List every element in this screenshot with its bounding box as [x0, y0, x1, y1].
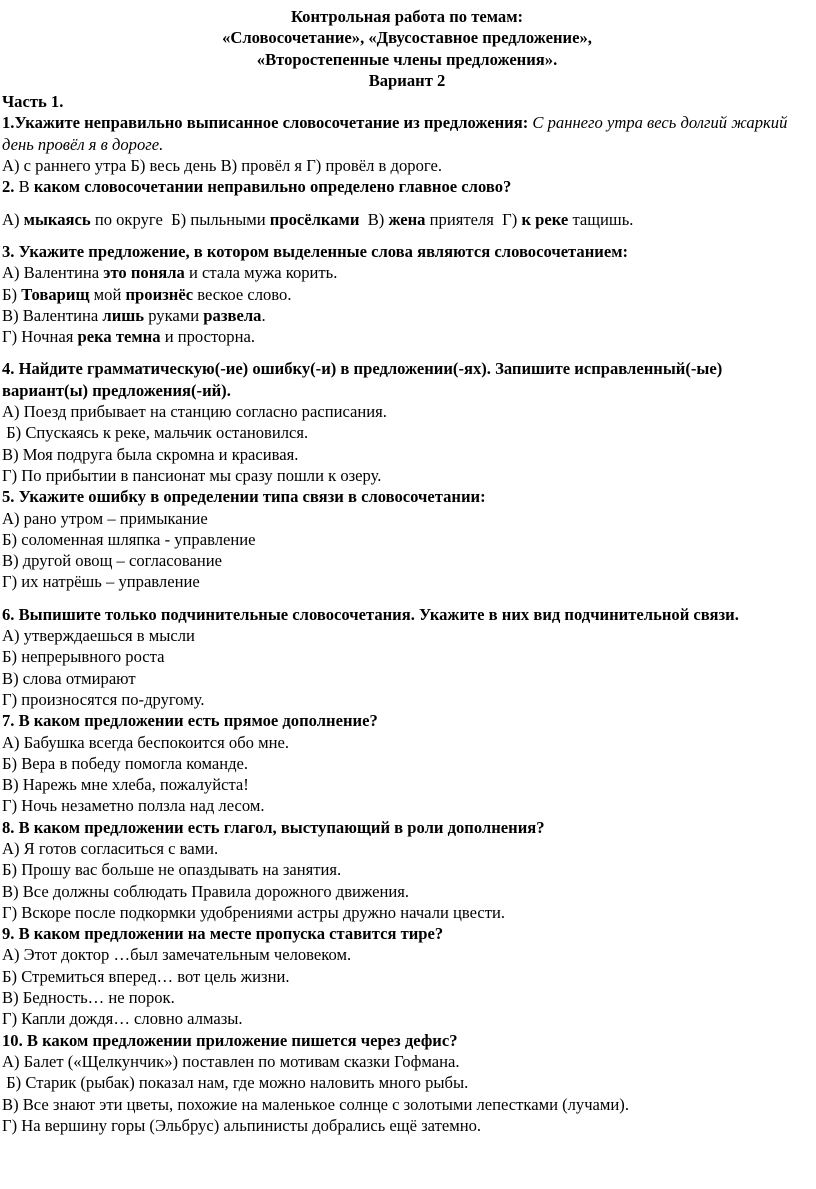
- question-10-option: Г) На вершину горы (Эльбрус) альпинисты добрались ещё затемно.: [2, 1115, 482, 1135]
- title-line-1: Контрольная работа по темам:: [290, 7, 524, 26]
- question-6: 6. Выпишите только подчинительные словосочетания. Укажите в них вид подчинительной связи.: [2, 604, 739, 624]
- question-1-sentence: С раннего утра весь долгий жаркий день провёл я в дороге.: [2, 113, 788, 154]
- part-heading: Часть 1.: [2, 92, 64, 112]
- question-4-option: Б) Спускаясь к реке, мальчик остановился.: [2, 423, 309, 443]
- question-4: 4. Найдите грамматическую(-ие) ошибку(-и) в предложении(-ях). Запишите исправленный(-ые) вариант(ы) предложения(-ий).: [2, 359, 723, 400]
- question-4-option: А) Поезд прибывает на станцию согласно расписания.: [2, 402, 387, 422]
- question-8-option: Б) Прошу вас больше не опаздывать на занятия.: [2, 860, 342, 880]
- question-1-options: А) с раннего утра Б) весь день В) провёл я Г) провёл в дороге.: [2, 156, 442, 176]
- question-1-text: 1.Укажите неправильно выписанное словосочетание из предложения:: [2, 113, 529, 133]
- question-6-option: В) слова отмирают: [2, 668, 136, 688]
- question-5-option: Б) соломенная шляпка - управление: [2, 529, 256, 549]
- question-7-option: Б) Вера в победу помогла команде.: [2, 753, 249, 773]
- question-8-option: В) Все должны соблюдать Правила дорожного движения.: [2, 881, 410, 901]
- question-8-option: Г) Вскоре после подкормки удобрениями астры дружно начали цвести.: [2, 902, 506, 922]
- question-10-option: А) Балет («Щелкунчик») поставлен по мотивам сказки Гофмана.: [2, 1051, 460, 1071]
- question-9-option: Г) Капли дождя… словно алмазы.: [2, 1009, 243, 1029]
- question-7-option: Г) Ночь незаметно ползла над лесом.: [2, 796, 265, 816]
- question-3-option-a: А) Валентина это поняла и стала мужа корить.: [2, 263, 338, 283]
- question-5-option: А) рано утром – примыкание: [2, 508, 208, 528]
- question-9-option: А) Этот доктор …был замечательным человеком.: [2, 945, 352, 965]
- question-9-option: В) Бедность… не порок.: [2, 988, 175, 1008]
- title-line-2: «Словосочетание», «Двусоставное предложение»,: [222, 28, 592, 48]
- question-5-option: Г) их натрёшь – управление: [2, 572, 200, 592]
- question-5-option: В) другой овощ – согласование: [2, 551, 223, 571]
- question-1: [2, 112, 812, 155]
- question-7: 7. В каком предложении есть прямое дополнение?: [2, 711, 378, 731]
- question-3: 3. Укажите предложение, в котором выделенные слова являются словосочетанием:: [2, 241, 629, 261]
- question-10-option: Б) Старик (рыбак) показал нам, где можно наловить много рыбы.: [2, 1073, 469, 1093]
- question-2: 2. В каком словосочетании неправильно определено главное слово?: [2, 177, 512, 197]
- question-9: 9. В каком предложении на месте пропуска ставится тире?: [2, 924, 444, 944]
- question-6-option: Г) произносятся по-другому.: [2, 689, 205, 709]
- title-line-3: «Второстепенные члены предложения».: [256, 49, 558, 69]
- question-8-option: А) Я готов согласиться с вами.: [2, 838, 219, 858]
- question-3-option-b: Б) Товарищ мой произнёс веское слово.: [2, 284, 292, 304]
- question-9-option: Б) Стремиться вперед… вот цель жизни.: [2, 966, 290, 986]
- question-10: 10. В каком предложении приложение пишется через дефис?: [2, 1030, 458, 1050]
- question-2-options: А) мыкаясь по округе Б) пыльными просёлками В) жена приятеля Г) к реке тащишь.: [2, 209, 634, 229]
- question-4-option: В) Моя подруга была скромна и красивая.: [2, 444, 299, 464]
- question-3-option-d: Г) Ночная река темна и просторна.: [2, 327, 255, 347]
- question-10-option: В) Все знают эти цветы, похожие на маленькое солнце с золотыми лепестками (лучами).: [2, 1094, 629, 1114]
- question-4-option: Г) По прибытии в пансионат мы сразу пошли к озеру.: [2, 465, 382, 485]
- variant-label: Вариант 2: [368, 70, 446, 90]
- question-7-option: А) Бабушка всегда беспокоится обо мне.: [2, 732, 289, 752]
- question-5: 5. Укажите ошибку в определении типа связи в словосочетании:: [2, 487, 486, 507]
- question-8: 8. В каком предложении есть глагол, выступающий в роли дополнения?: [2, 817, 545, 837]
- question-3-option-c: В) Валентина лишь руками развела.: [2, 305, 266, 325]
- question-6-option: Б) непрерывного роста: [2, 647, 165, 667]
- question-7-option: В) Нарежь мне хлеба, пожалуйста!: [2, 775, 249, 795]
- question-6-option: А) утверждаешься в мысли: [2, 626, 195, 646]
